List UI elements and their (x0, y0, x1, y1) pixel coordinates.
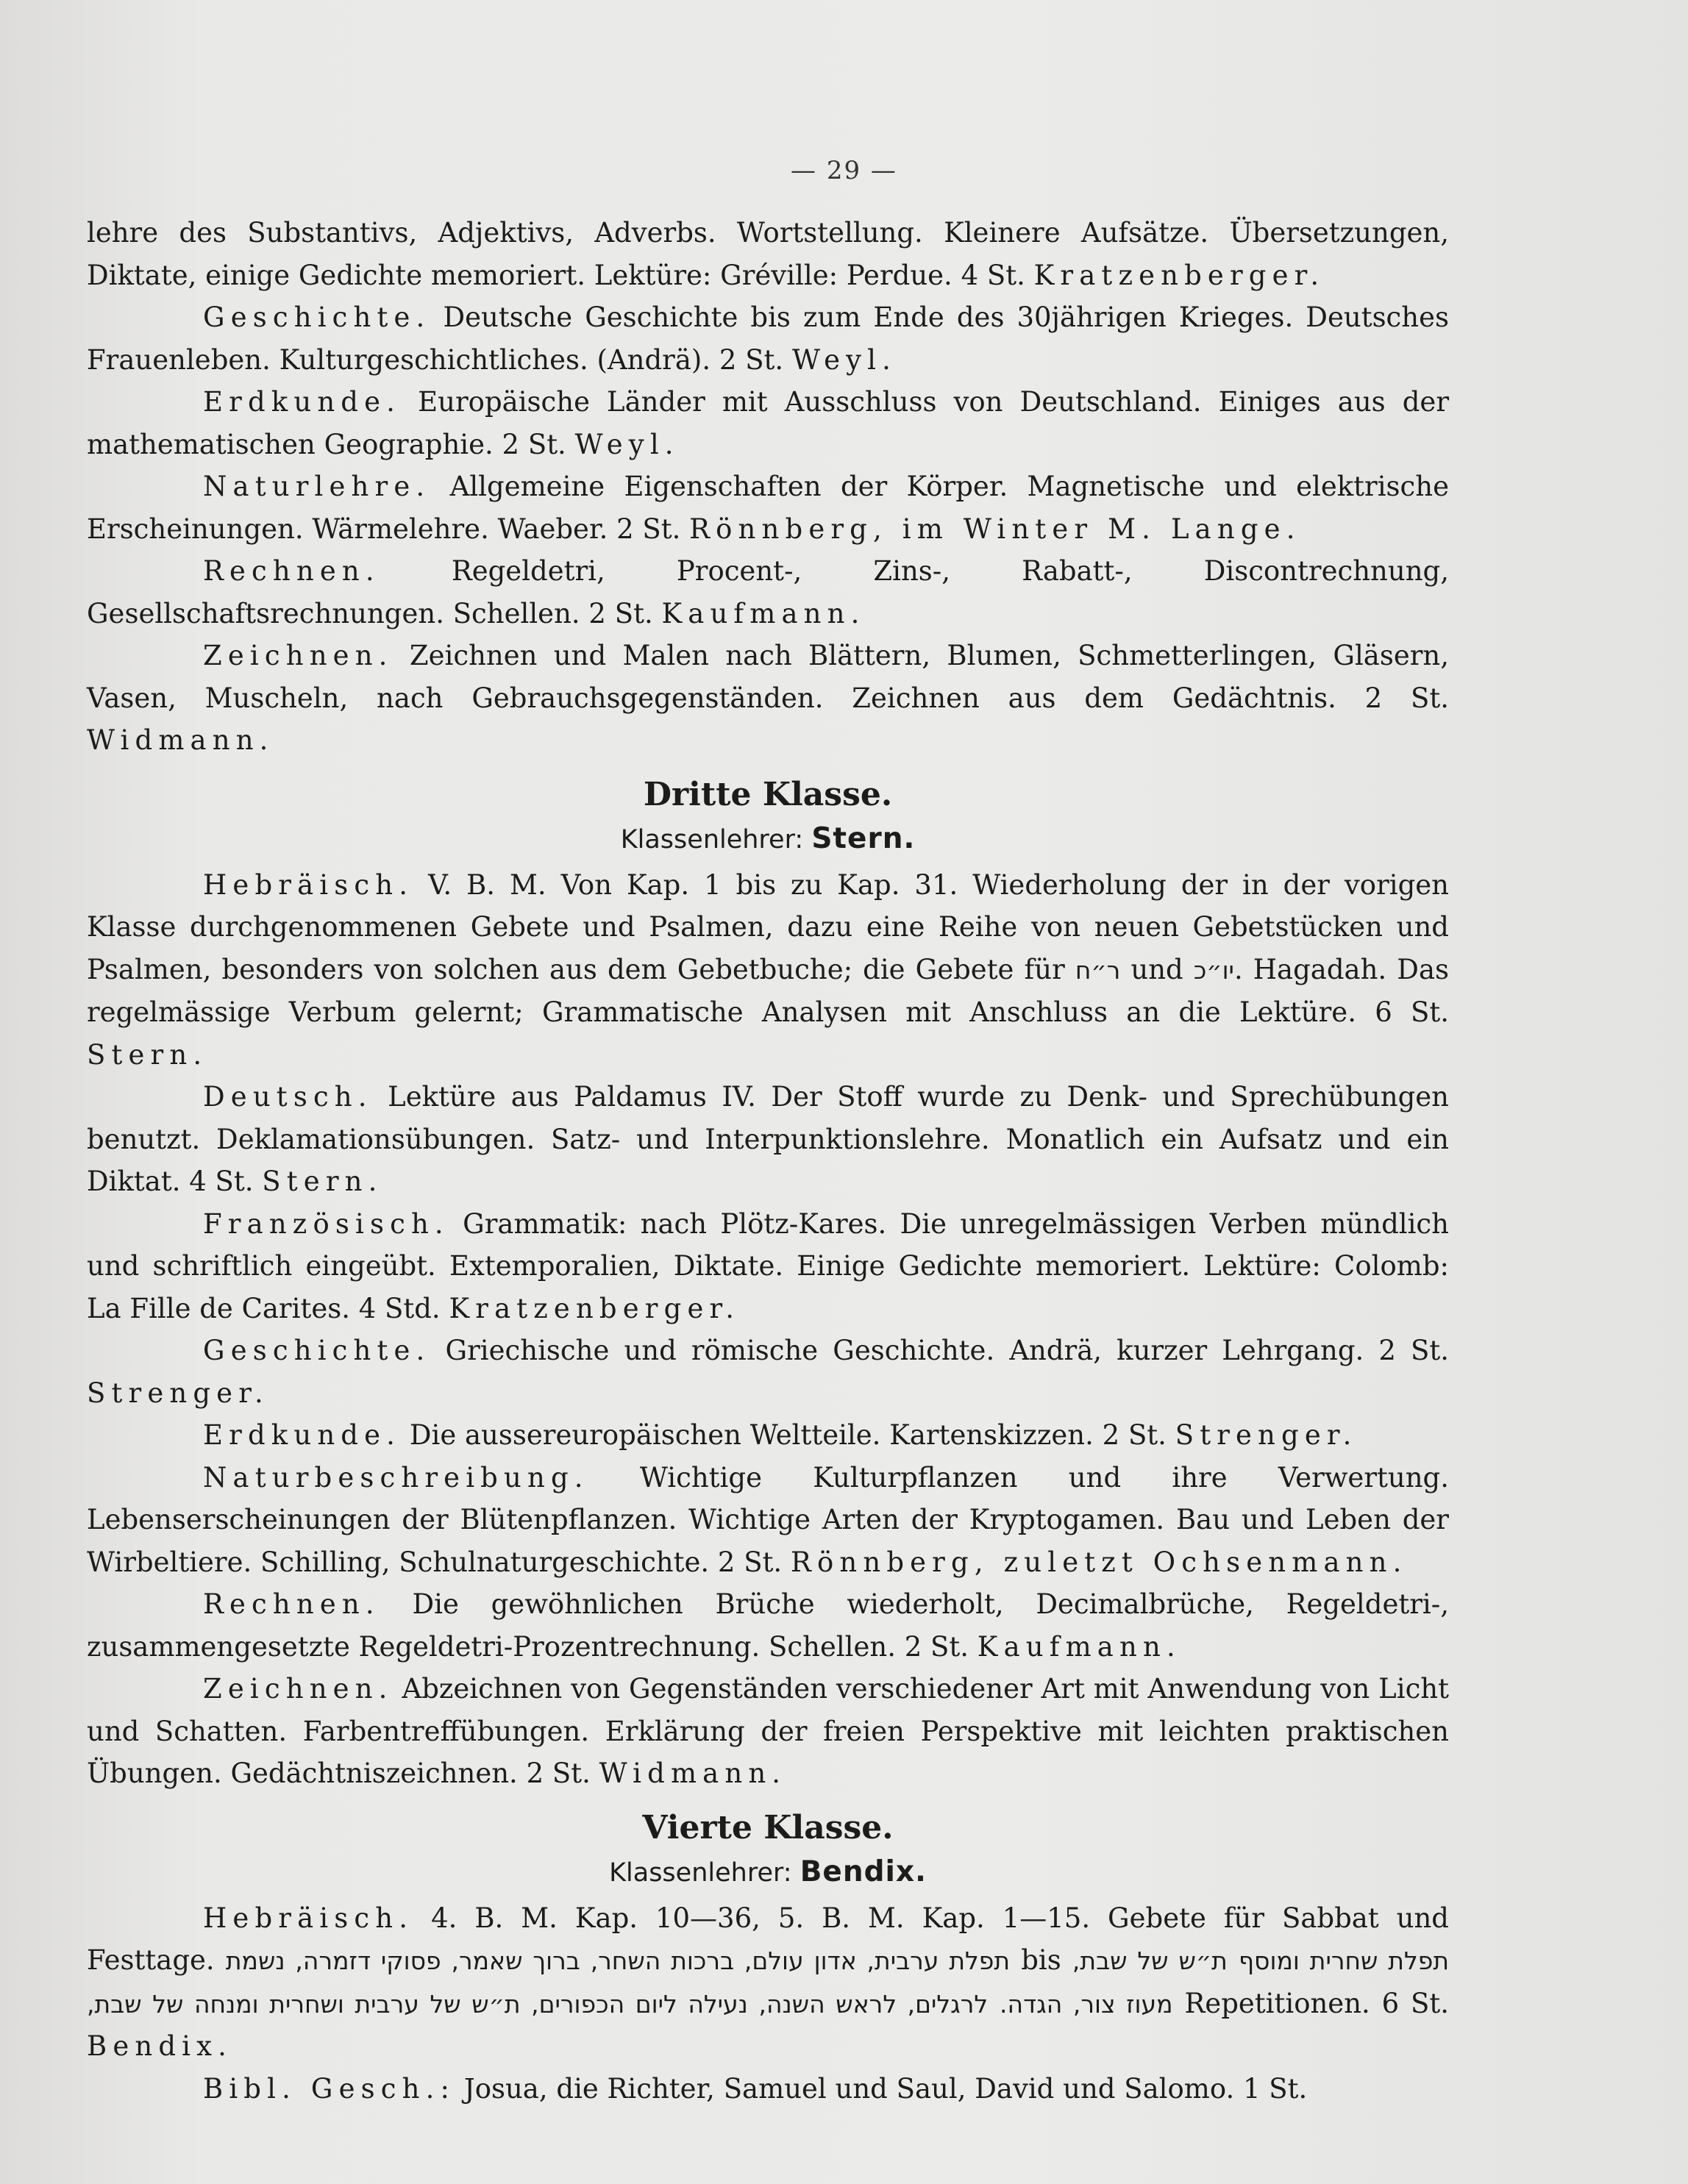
text-column (87, 212, 1449, 2110)
subject-label: Erdkunde. (203, 1419, 402, 1451)
hebrew-text: יו״כ (1193, 955, 1234, 985)
paragraph-bibl-gesch (87, 2068, 1449, 2110)
subject-label: Geschichte. (203, 301, 431, 333)
subject-label: Bibl. Gesch.: (203, 2072, 456, 2105)
teacher-name: Kratzenberger. (1033, 259, 1325, 291)
teacher-name: Stern. (262, 1166, 383, 1197)
klassenlehrer-name: Stern. (811, 821, 916, 855)
paragraph-text: Josua, die Richter, Samuel und Saul, David und Salomo. 1 St. (455, 2072, 1308, 2105)
teacher-name: Strenger. (1175, 1419, 1358, 1451)
teacher-name: Rönnberg, im Winter M. Lange. (689, 513, 1301, 545)
teacher-name: Widmann. (87, 724, 274, 756)
paragraph-text: und (1120, 953, 1194, 985)
subject-label: Naturlehre. (203, 471, 431, 502)
paragraph-erdkunde (87, 381, 1449, 465)
subject-label: Zeichnen. (203, 1673, 393, 1705)
paragraph-text: Deutsche Geschichte bis zum Ende des 30jährigen Krieges. Deutsches Frauenleben. Kulturgeschichtliches. (Andrä). 2 St. (87, 301, 1449, 376)
subject-label: Geschichte. (203, 1335, 431, 1366)
section-heading-dritte: Dritte Klasse. (643, 775, 893, 813)
klassenlehrer-line (87, 1851, 1449, 1894)
teacher-name: Rönnberg, zuletzt Ochsenmann. (790, 1546, 1408, 1578)
hebrew-text: מעוז צור, הגדה. (1000, 1989, 1173, 2019)
teacher-name: Weyl. (574, 428, 680, 460)
paragraph-text: Grammatik: nach Plötz-Kares. Die unregelmässigen Verben mündlich und schriftlich eingeübt. Extemporalien, Diktate. Einige Gedichte memoriert. Lektüre: Colomb: La Fille de Carites. 4 Std. (87, 1207, 1449, 1324)
paragraph-text: Griechische und römische Geschichte. Andrä, kurzer Lehrgang. 2 St. (430, 1335, 1449, 1366)
teacher-name: Bendix. (87, 2030, 233, 2062)
paragraph-rechnen (87, 1583, 1449, 1668)
paragraph-text: Wichtige Kulturpflanzen und ihre Verwertung. Lebenserscheinungen der Blütenpflanzen. Wichtige Arten der Kryptogamen. Bau und Leben der Wirbeltiere. Schilling, Schulnaturgeschichte. 2 St. (87, 1461, 1449, 1578)
paragraph-text: Lektüre aus Paldamus IV. Der Stoff wurde zu Denk- und Sprechübungen benutzt. Deklamationsübungen. Satz- und Interpunktionslehre. Monatlich ein Aufsatz und ein Diktat. 4 St. (87, 1081, 1449, 1197)
paragraph-zeichnen (87, 1668, 1449, 1795)
klassenlehrer-label: Klassenlehrer: (620, 824, 804, 854)
page-number: — 29 — (791, 156, 897, 185)
paragraph-text: Die aussereuropäischen Weltteile. Kartenskizzen. 2 St. (401, 1419, 1175, 1451)
teacher-name: Stern. (87, 1038, 208, 1071)
paragraph-text: Abzeichnen von Gegenständen verschiedener Art mit Anwendung von Licht und Schatten. Farbentreffübungen. Erklärung der freien Perspektive mit leichten praktischen Übungen. Gedächtniszeichnen. 2 St. (87, 1673, 1449, 1789)
paragraph-naturbeschreibung (87, 1457, 1449, 1584)
paragraph-text: Repetitionen. 6 St. (1172, 1987, 1450, 2019)
subject-label: Zeichnen. (203, 640, 393, 671)
teacher-name: Widmann. (599, 1757, 787, 1789)
hebrew-text: ת״ש של שבת, (1072, 1946, 1228, 1975)
subject-label: Hebräisch. (203, 1902, 414, 1934)
subject-label: Deutsch. (203, 1081, 373, 1113)
paragraph-text: V. B. M. Von Kap. 1 bis zu Kap. 31. Wiederholung der in der vorigen Klasse durchgenommenen Gebete und Psalmen, dazu eine Reihe von neuen Gebetstücken und Psalmen, besonders von solchen aus dem Gebetbuche; die Gebete für (87, 868, 1449, 985)
paragraph-naturlehre (87, 465, 1449, 550)
subject-label: Naturbeschreibung. (203, 1461, 589, 1494)
subject-label: Französisch. (203, 1207, 449, 1240)
paragraph-franzoesisch (87, 1203, 1449, 1330)
paragraph-text: Die gewöhnlichen Brüche wiederholt, Decimalbrüche, Regeldetri-, zusammengesetzte Regeldetri-Prozentrechnung. Schellen. 2 St. (87, 1588, 1449, 1663)
teacher-name: Kaufmann. (661, 597, 866, 629)
paragraph-hebraeisch (87, 1897, 1449, 2068)
teacher-name: Strenger. (87, 1377, 269, 1409)
subject-label: Hebräisch. (203, 868, 414, 901)
paragraph-text: Allgemeine Eigenschaften der Körper. Magnetische und elektrische Erscheinungen. Wärmelehre. Waeber. 2 St. (87, 471, 1449, 545)
teacher-name: Kratzenberger. (449, 1292, 741, 1324)
paragraph-geschichte (87, 296, 1449, 381)
hebrew-text: תפלת שחרית ומוסף לרגלים, לראש השנה, נעילה ליום הכפורים, ת״ש של ערבית ושחרית ומנחה של שבת, (87, 1946, 1450, 2019)
hebrew-text: ר״ח (1075, 955, 1121, 985)
paragraph-text: 4. B. M. Kap. 10—36, 5. B. M. Kap. 1—15. Gebete für Sabbat und Festtage. (87, 1902, 1449, 1976)
paragraph-franzoesisch-continued (87, 212, 1449, 296)
paragraph-text: lehre des Substantivs, Adjektivs, Adverbs. Wortstellung. Kleinere Aufsätze. Übersetzungen, Diktate, einige Gedichte memoriert. Lektüre: Gréville: Perdue. 4 St. (87, 217, 1449, 291)
subject-label: Erdkunde. (203, 386, 402, 418)
paragraph-text: Zeichnen und Malen nach Blättern, Blumen, Schmetterlingen, Gläsern, Vasen, Muscheln, nach Gebrauchsgegenständen. Zeichnen aus dem Gedächtnis. 2 St. (87, 640, 1449, 714)
paragraph-deutsch (87, 1076, 1449, 1203)
paragraph-text: Europäische Länder mit Ausschluss von Deutschland. Einiges aus der mathematischen Geographie. 2 St. (87, 386, 1449, 460)
paragraph-zeichnen (87, 635, 1449, 762)
paragraph-text: Regeldetri, Procent-, Zins-, Rabatt-, Discontrechnung, Gesellschaftsrechnungen. Schellen. 2 St. (87, 555, 1449, 629)
klassenlehrer-label: Klassenlehrer: (609, 1858, 792, 1888)
paragraph-text: bis (1010, 1944, 1072, 1976)
section-heading-vierte: Vierte Klasse. (642, 1808, 894, 1846)
paragraph-text: . Hagadah. Das regelmässige Verbum gelernt; Grammatische Analysen mit Anschluss an die Lektüre. 6 St. (87, 953, 1449, 1028)
hebrew-text: תפלת ערבית, אדון עולם, ברכות השחר, ברוך שאמר, פסוקי דזמרה, נשמת (225, 1946, 1011, 1975)
teacher-name: Weyl. (791, 343, 897, 376)
teacher-name: Kaufmann. (977, 1630, 1181, 1663)
paragraph-geschichte (87, 1330, 1449, 1414)
paragraph-rechnen (87, 550, 1449, 635)
klassenlehrer-name: Bendix. (800, 1855, 927, 1888)
paragraph-erdkunde (87, 1414, 1449, 1457)
paragraph-hebraeisch (87, 864, 1449, 1077)
klassenlehrer-line (87, 818, 1449, 861)
subject-label: Rechnen. (203, 1588, 380, 1620)
subject-label: Rechnen. (203, 555, 380, 587)
